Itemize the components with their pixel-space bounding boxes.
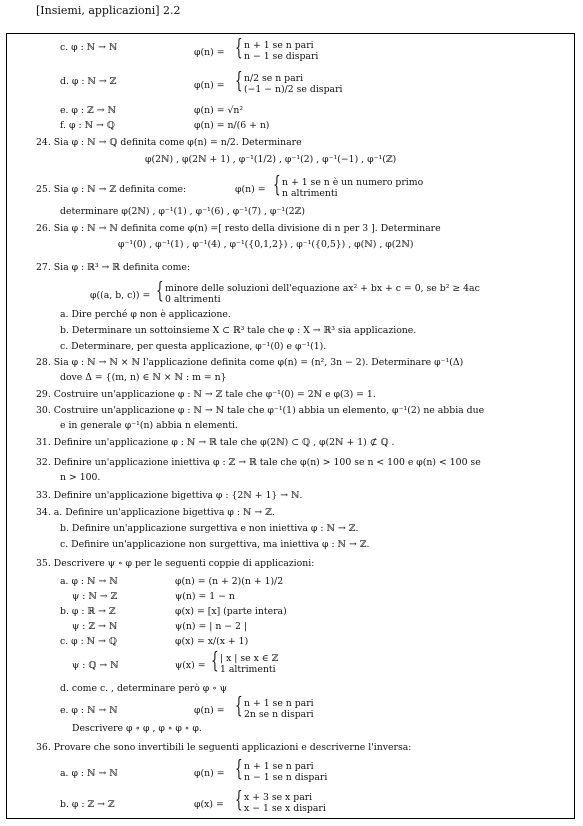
page-header: [Insiemi, applicazioni] 2.2	[36, 4, 181, 17]
text-line: b. Definire un'applicazione surgettiva e non iniettiva φ : ℕ → ℤ.	[60, 523, 359, 534]
text-line: b. φ : ℤ → ℤ	[60, 799, 115, 810]
text-line: e. φ : ℤ → ℕ	[60, 105, 116, 116]
text-line: c. φ : ℕ → ℚ	[60, 636, 117, 647]
piecewise-case: n altrimenti	[282, 188, 338, 199]
text-line: 26. Sia φ : ℕ → ℕ definita come φ(n) =[ resto della divisione di n per 3 ]. Determinare	[36, 223, 441, 234]
piecewise-case: 1 altrimenti	[220, 664, 276, 675]
piecewise-case: n + 1 se n è un numero primo	[282, 177, 424, 188]
text-line: 36. Provare che sono invertibili le seguenti applicazioni e descriverne l'inversa:	[36, 742, 412, 753]
text-line: ψ : ℕ → ℤ	[72, 591, 118, 602]
text-line: n > 100.	[60, 472, 101, 483]
brace-symbol: {	[235, 694, 243, 719]
text-line: ψ : ℚ → ℕ	[72, 660, 119, 671]
text-line: b. φ : ℝ → ℤ	[60, 606, 116, 617]
piecewise-case: minore delle soluzioni dell'equazione ax² + bx + c = 0, se b² ≥ 4ac	[165, 283, 480, 294]
text-line: 34. a. Definire un'applicazione bigettiva φ : ℕ → ℤ.	[36, 507, 275, 518]
text-line: 30. Costruire un'applicazione φ : ℕ → ℕ tale che φ⁻¹(1) abbia un elemento, φ⁻¹(2) ne abbia due	[36, 405, 485, 416]
text-line: 31. Definire un'applicazione φ : ℕ → ℝ tale che φ(2ℕ) ⊂ ℚ , φ(2ℕ + 1) ⊄ ℚ .	[36, 437, 395, 448]
text-line: φ(2ℕ) , φ(2ℕ + 1) , φ⁻¹(1/2) , φ⁻¹(2) , φ⁻¹(−1) , φ⁻¹(ℤ)	[145, 154, 397, 165]
text-line: b. Determinare un sottoinsieme X ⊂ ℝ³ tale che φ : X → ℝ³ sia applicazione.	[60, 325, 417, 336]
piecewise-case: 0 altrimenti	[165, 294, 221, 305]
text-line: c. φ : ℕ → ℕ	[60, 42, 118, 53]
text-line: c. Determinare, per questa applicazione, φ⁻¹(0) e φ⁻¹(1).	[60, 341, 327, 352]
text-line: 28. Sia φ : ℕ → ℕ × ℕ l'applicazione definita come φ(n) = (n², 3n − 2). Determinare φ⁻¹(Δ)	[36, 357, 464, 368]
brace-symbol: {	[235, 69, 243, 94]
piecewise-case: x + 3 se x pari	[244, 792, 313, 803]
piecewise-case: n − 1 se dispari	[244, 51, 319, 62]
text-line: 35. Descrivere ψ ∘ φ per le seguenti coppie di applicazioni:	[36, 558, 315, 569]
text-line: φ(n) =	[194, 80, 225, 91]
text-line: e in generale φ⁻¹(n) abbia n elementi.	[60, 420, 238, 431]
text-line: φ(x) = x/(x + 1)	[175, 636, 249, 647]
text-line: φ(n) = n/(6 + n)	[194, 120, 270, 131]
text-line: a. Dire perché φ non è applicazione.	[60, 309, 231, 320]
text-line: 27. Sia φ : ℝ³ → ℝ definita come:	[36, 262, 191, 273]
brace-symbol: {	[235, 757, 243, 782]
text-line: 24. Sia φ : ℕ → ℚ definita come φ(n) = n/2. Determinare	[36, 137, 302, 148]
text-line: φ((a, b, c)) =	[90, 290, 151, 301]
text-line: φ(n) = √n²	[194, 105, 244, 116]
piecewise-case: x − 1 se x dispari	[244, 803, 326, 814]
piecewise-case: n + 1 se n pari	[244, 40, 314, 51]
brace-symbol: {	[235, 788, 243, 813]
text-line: φ(n) =	[235, 184, 266, 195]
text-line: ψ(x) =	[175, 660, 206, 671]
piecewise-case: n + 1 se n pari	[244, 761, 314, 772]
text-line: Descrivere φ ∘ φ , φ ∘ φ ∘ φ.	[72, 723, 202, 734]
piecewise-case: 2n se n dispari	[244, 709, 314, 720]
piecewise-case: n + 1 se n pari	[244, 698, 314, 709]
brace-symbol: {	[273, 173, 281, 198]
text-line: φ(n) =	[194, 705, 225, 716]
text-line: ψ : ℤ → ℕ	[72, 621, 118, 632]
text-line: 29. Costruire un'applicazione φ : ℕ → ℤ tale che φ⁻¹(0) = 2ℕ e φ(3) = 1.	[36, 389, 376, 400]
text-line: c. Definire un'applicazione non surgettiva, ma iniettiva φ : ℕ → ℤ.	[60, 539, 370, 550]
piecewise-case: n − 1 se n dispari	[244, 772, 328, 783]
text-line: 32. Definire un'applicazione iniettiva φ : ℤ → ℝ tale che φ(n) > 100 se n < 100 e φ(n) < 100 se	[36, 457, 481, 468]
text-line: f. φ : ℕ → ℚ	[60, 120, 115, 131]
brace-symbol: {	[156, 279, 164, 304]
text-line: φ(n) =	[194, 768, 225, 779]
text-line: 25. Sia φ : ℕ → ℤ definita come:	[36, 184, 187, 195]
text-line: e. φ : ℕ → ℕ	[60, 705, 118, 716]
text-line: a. φ : ℕ → ℕ	[60, 576, 118, 587]
text-line: φ(x) =	[194, 799, 224, 810]
piecewise-case: | x | se x ∈ ℤ	[220, 653, 279, 664]
text-line: φ(x) = [x] (parte intera)	[175, 606, 287, 617]
brace-symbol: {	[235, 36, 243, 61]
text-line: d. φ : ℕ → ℤ	[60, 76, 117, 87]
text-line: ψ(n) = | n − 2 |	[175, 621, 248, 632]
text-line: 33. Definire un'applicazione bigettiva φ : {2ℕ + 1} → ℕ.	[36, 490, 303, 501]
brace-symbol: {	[211, 649, 219, 674]
text-line: ψ(n) = 1 − n	[175, 591, 235, 602]
piecewise-case: n/2 se n pari	[244, 73, 304, 84]
text-line: φ⁻¹(0) , φ⁻¹(1) , φ⁻¹(4) , φ⁻¹({0,1,2}) , φ⁻¹({0,5}) , φ(ℕ) , φ(2ℕ)	[118, 239, 414, 250]
text-line: determinare φ(2ℕ) , φ⁻¹(1) , φ⁻¹(6) , φ⁻¹(7) , φ⁻¹(2ℤ)	[60, 206, 306, 217]
piecewise-case: (−1 − n)/2 se dispari	[244, 84, 343, 95]
text-line: φ(n) = (n + 2)(n + 1)/2	[175, 576, 284, 587]
text-line: a. φ : ℕ → ℕ	[60, 768, 118, 779]
text-line: d. come c. , determinare però φ ∘ ψ	[60, 683, 228, 694]
text-line: dove Δ = {(m, n) ∈ ℕ × ℕ : m = n}	[60, 372, 227, 383]
text-line: φ(n) =	[194, 47, 225, 58]
